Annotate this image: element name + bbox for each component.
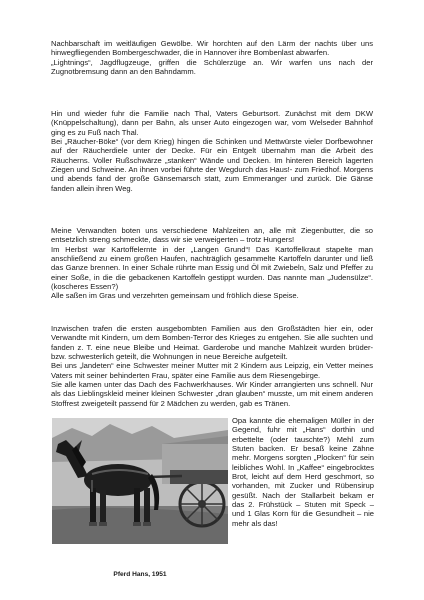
paragraph-thal-visits (51, 109, 373, 193)
paragraph-text: Inzwischen trafen die ersten ausgebombten Familien aus den Großstädten hier ein, oder Verwandte mit Kindern, um dem Bomben-Terror des Krieges zu entgehen. Sie alle suchten und fanden z. T. eine neue Bleibe und Heimat. Garderobe und manche Mahlzeit wurden brüder- bzw. schwesterlich geteilt, die Wohnungen in neue Bereiche aufgeteilt. (51, 324, 373, 362)
horse-cart-illustration (52, 418, 228, 544)
paragraph-bombed-out-families (51, 324, 373, 408)
paragraph-text: Bei „Räucher-Böke“ (vor dem Krieg) hingen die Schinken und Mettwürste vieler Dorfbewohner auf der Räucherdiele unter der Decke. Für ein Entgelt übernahm man die Arbeit des Räucherns. Voller Rußschwärze „stanken“ Wände und Decken. Im hinteren Bereich lagerten Ziegen und Schweine. An ihnen vorbei führte der Wegdurch das Haus!- zum Friedhof. Morgens und abends fand der große Gänsemarsch statt, zum Emmeranger und zurück. Die Gänse fanden allein ihren Weg. (51, 137, 373, 193)
paragraph-text: Meine Verwandten boten uns verschiedene Mahlzeiten an, alle mit Ziegenbutter, die so entsetzlich streng schmeckte, dass wir sie verweigerten – trotz Hungers! (51, 226, 373, 245)
paragraph-opa-mill: Opa kannte die ehemaligen Müller in der Gegend, fuhr mit „Hans“ dorthin und erbettelte (oder tauschte?) Mehl zum Stuten backen. Er besaß keine Zähne mehr. Morgens sorgten „Plocken“ für sein leibliches Wohl. In „Kaffee“ eingebrocktes Brot, leicht auf dem Herd geschmort, so vorhanden, mit Zucker und Rübensirup gesüßt. Nach der Stallarbeit bekam er das 2. Frühstück – Stuten mit Speck – und 1 Glas Korn für die Gesundheit – nie mehr als das! (232, 416, 374, 528)
paragraph-text: Im Herbst war Kartoffelernte in der „Langen Grund“! Das Kartoffelkraut stapelte man anschließend zu einem großen Haufen, nachträglich gesammelte Kartoffeln darunter und ließ das Ganze brennen. In einer Schale rührte man Essig und Öl mit Zwiebeln, Salz und Pfeffer zu einer Soße, in die die gebackenen Kartoffeln gestippt wurden. Das nannte man „Judensülze“. (koscheres Essen?) (51, 244, 373, 292)
paragraph-relatives-meals (51, 226, 373, 301)
horse-cart-photo (52, 418, 228, 544)
paragraph-text: Sie alle kamen unter das Dach des Fachwerkhauses. Wir Kinder arrangierten uns schnell. Nur als das Lieblingskleid meiner kleinen Schwester „dran glauben“ musste, um mit einem anderen Stoffrest zweigeteilt passend für 2 Mädchen zu werden, gab es Tränen. (51, 380, 373, 408)
paragraph-text: Hin und wieder fuhr die Familie nach Thal, Vaters Geburtsort. Zunächst mit dem DKW (Knüppelschaltung), dann per Bahn, als unser Auto eingezogen war, vom Welseder Bahnhof ging es zu Fuß nach Thal. (51, 109, 373, 137)
paragraph-text: „Lightnings“, Jagdflugzeuge, griffen die Schülerzüge an. Wir warfen uns nach der Zugnotbremsung dann an den Bahndamm. (51, 57, 373, 77)
paragraph-text: Nachbarschaft im weitläufigen Gewölbe. Wir horchten auf den Lärm der nachts über uns hinwegfliegenden Bombergeschwader, die in Hannover ihre Bombenlast abwarfen. (51, 39, 373, 58)
paragraph-text: Alle saßen im Gras und verzehrten gemeinsam und fröhlich diese Speise. (51, 291, 299, 301)
paragraph-bomber-noise (51, 39, 373, 76)
photo-caption: Pferd Hans, 1951 (113, 571, 167, 578)
paragraph-text: Bei uns „landeten“ eine Schwester meiner Mutter mit 2 Kindern aus Leipzig, ein Vetter meines Vaters mit seiner behinderten Frau, später eine Familie aus dem Riesengebirge. (51, 361, 373, 380)
